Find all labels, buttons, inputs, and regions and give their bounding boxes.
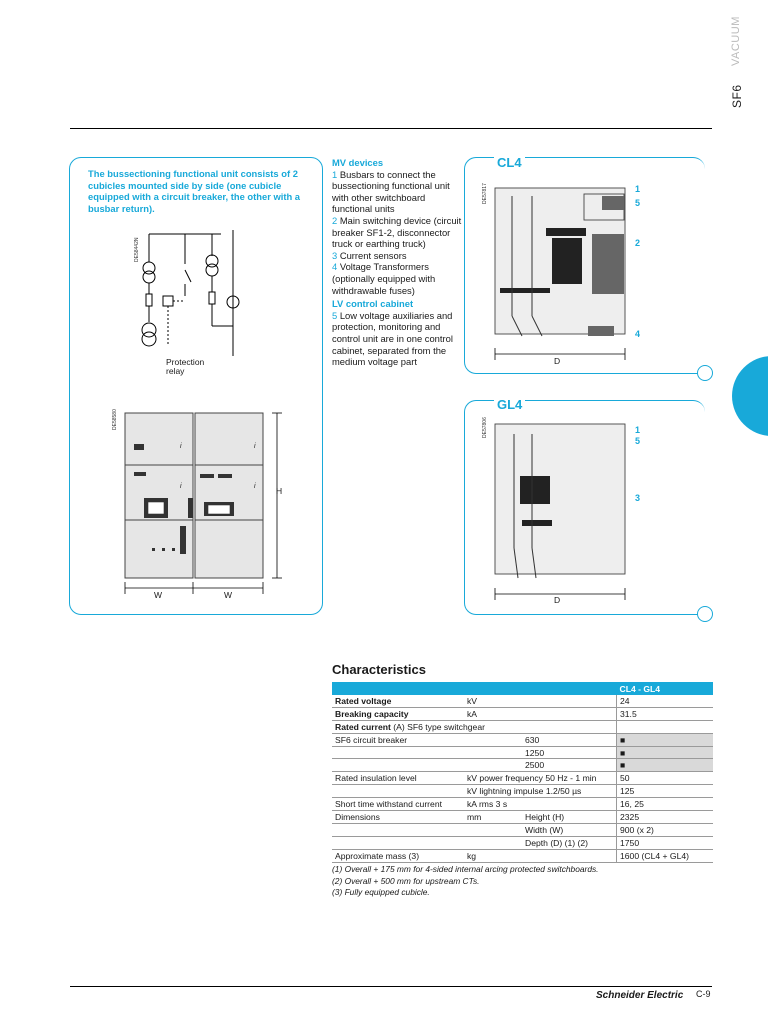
row-value: 900 (x 2): [617, 823, 714, 836]
row-value: 1600 (CL4 + GL4): [617, 849, 714, 862]
table-header-row: [332, 682, 713, 695]
tab-sf6[interactable]: SF6: [730, 84, 744, 108]
row-label-bold: Rated current: [335, 721, 391, 732]
characteristics-title: Characteristics: [332, 662, 426, 677]
legend-item-5: 5 Low voltage auxiliaries and protection, monitoring and control unit are in one control cabinet, separated from the medium voltage part: [332, 309, 453, 368]
front-view-code: DE58580: [112, 409, 118, 430]
height-label: H: [276, 486, 283, 496]
row-label-suffix: (A) SF6 type switchgear: [390, 721, 485, 732]
table-header-value: CL4 - GL4: [617, 682, 714, 695]
cl4-connector: [697, 365, 713, 381]
row-unit: [464, 759, 522, 772]
row-label: Rated insulation level: [332, 772, 464, 785]
legend-item-2: 2 Main switching device (circuit breaker SF1-2, disconnector truck or earthing truck): [332, 214, 462, 250]
gl4-callout-1: 1: [635, 425, 641, 435]
cl4-callout-5: 5: [635, 198, 641, 208]
row-unit: kV: [464, 695, 522, 707]
single-line-diagram: [135, 226, 245, 361]
row-unit: kA rms 3 s: [464, 798, 617, 811]
row-unit: kA: [464, 707, 522, 720]
row-sub: Height (H): [522, 811, 617, 824]
single-line-code: DE58442N: [134, 237, 140, 262]
legend-item-1: 1 Busbars to connect the bussectioning functional unit with other switchboard functional units: [332, 168, 450, 215]
row-label: [332, 720, 617, 733]
cl4-callout-1: 1: [635, 184, 641, 194]
row-sub: Depth (D) (1) (2): [522, 836, 617, 849]
row-label: Breaking capacity: [332, 707, 464, 720]
row-unit: mm: [464, 811, 522, 824]
table-row: [332, 836, 713, 849]
svg-text:i: i: [180, 443, 182, 450]
table-row: [332, 785, 713, 798]
gl4-depth-label: D: [554, 595, 561, 605]
gl4-callout-5: 5: [635, 436, 641, 446]
cl4-callout-4: 4: [635, 329, 641, 339]
table-row: [332, 798, 713, 811]
row-label: [332, 823, 464, 836]
table-row: [332, 759, 713, 772]
row-sub: 630: [522, 733, 617, 746]
brand-logo: Schneider Electric: [596, 990, 684, 1001]
row-value: 16, 25: [617, 798, 714, 811]
svg-text:i: i: [180, 483, 182, 490]
row-sub: Width (W): [522, 823, 617, 836]
row-sub: 1250: [522, 746, 617, 759]
row-unit: [464, 746, 522, 759]
cl4-callout-2: 2: [635, 238, 641, 248]
table-row: [332, 849, 713, 862]
row-label: [332, 746, 464, 759]
row-value: ■: [617, 733, 714, 746]
legend-item-4: 4 Voltage Transformers (optionally equipped with withdrawable fuses): [332, 261, 436, 296]
row-label: Short time withstand current: [332, 798, 464, 811]
row-unit: [464, 733, 522, 746]
mv-devices-heading: MV devices: [332, 157, 384, 168]
row-value: ■: [617, 746, 714, 759]
width-label-2: W: [224, 590, 233, 600]
tab-vacuum[interactable]: VACUUM: [730, 16, 742, 66]
table-row: [332, 720, 713, 733]
cl4-depth-label: D: [554, 356, 561, 366]
cl4-title: CL4: [494, 155, 525, 170]
gl4-callout-3: 3: [635, 493, 641, 503]
row-value: 2325: [617, 811, 714, 824]
table-row: [332, 746, 713, 759]
row-unit: kV power frequency 50 Hz - 1 min: [464, 772, 617, 785]
table-row: [332, 707, 713, 720]
switchgear-front-view: [122, 408, 292, 598]
row-label: [332, 836, 464, 849]
active-section-tab[interactable]: [732, 356, 768, 436]
gl4-section-drawing: [492, 418, 632, 608]
row-value: [617, 720, 714, 733]
gl4-code: DE57806: [482, 417, 488, 438]
footnote-2: (2) Overall + 500 mm for upstream CTs.: [332, 875, 480, 886]
cl4-code: DE57817: [482, 183, 488, 204]
row-label: Rated voltage: [332, 695, 464, 707]
lv-cabinet-heading: LV control cabinet: [332, 298, 414, 310]
row-unit: [464, 823, 522, 836]
characteristics-table: [332, 682, 713, 863]
page-number: C-9: [696, 989, 711, 999]
row-label: [332, 759, 464, 772]
bottom-rule: [70, 986, 712, 987]
row-unit: kV lightning impulse 1.2/50 µs: [464, 785, 617, 798]
top-rule: [70, 128, 712, 129]
row-sub: [522, 695, 617, 707]
row-sub: [522, 849, 617, 862]
gl4-title: GL4: [494, 397, 525, 412]
protection-relay-label: Protection relay: [166, 357, 205, 376]
svg-text:i: i: [254, 483, 256, 490]
row-value: ■: [617, 759, 714, 772]
row-value: 31.5: [617, 707, 714, 720]
row-value: 50: [617, 772, 714, 785]
row-label: [332, 785, 464, 798]
width-label-1: W: [154, 590, 163, 600]
row-label: Approximate mass (3): [332, 849, 464, 862]
table-row: [332, 695, 713, 707]
table-row: [332, 811, 713, 824]
row-sub: [522, 707, 617, 720]
row-unit: kg: [464, 849, 522, 862]
row-label: SF6 circuit breaker: [332, 733, 464, 746]
row-label: Dimensions: [332, 811, 464, 824]
table-row: [332, 733, 713, 746]
legend-item-3: 3 Current sensors: [332, 249, 407, 261]
footnote-1: (1) Overall + 175 mm for 4-sided internal arcing protected switchboards.: [332, 864, 599, 874]
svg-text:i: i: [254, 443, 256, 450]
footnotes: [332, 864, 599, 899]
cl4-section-drawing: [492, 176, 632, 371]
row-value: 24: [617, 695, 714, 707]
intro-text: The bussectioning functional unit consists of 2 cubicles mounted side by side (one cubicle equipped with a circuit breaker, the other with a busbar return).: [88, 168, 301, 214]
row-value: 1750: [617, 836, 714, 849]
legend: [332, 157, 462, 368]
table-row: [332, 823, 713, 836]
gl4-connector: [697, 606, 713, 622]
footnote-3: (3) Fully equipped cubicle.: [332, 887, 430, 897]
row-value: 125: [617, 785, 714, 798]
row-sub: 2500: [522, 759, 617, 772]
table-row: [332, 772, 713, 785]
row-unit: [464, 836, 522, 849]
